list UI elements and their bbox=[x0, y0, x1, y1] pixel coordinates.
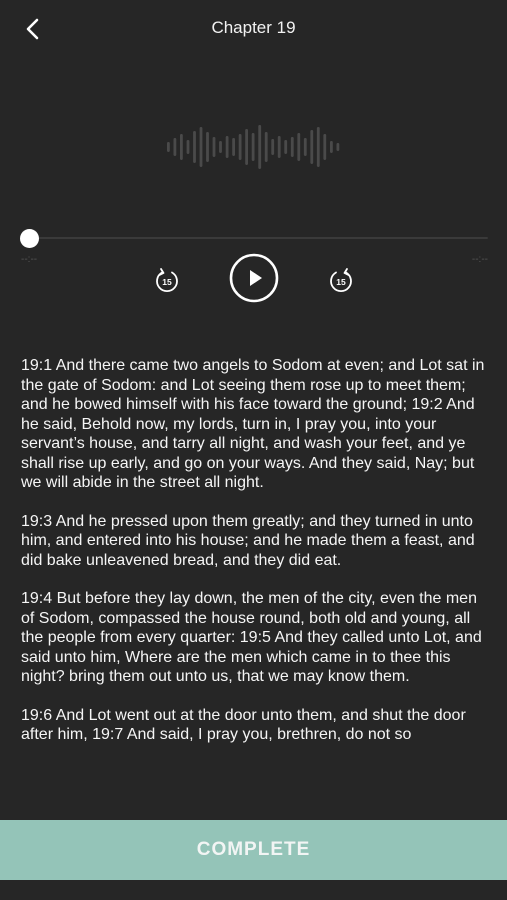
complete-button[interactable]: COMPLETE bbox=[0, 820, 507, 880]
progress-track[interactable] bbox=[24, 237, 488, 239]
waveform-bar bbox=[252, 133, 255, 161]
play-button[interactable] bbox=[229, 253, 279, 303]
verse-paragraph: 19:3 And he pressed upon them greatly; and they turned in unto him, and entered into his house; and he made them a feast, and did bake unleavened bread, and they did eat. bbox=[21, 512, 475, 569]
verse-paragraph: 19:1 And there came two angels to Sodom at even; and Lot sat in the gate of Sodom: and Lot seeing them rose up to meet them; and he bowed himself with his face toward the ground; 19:2 And he said, Behold now, my lords, turn in, I pray you, into your servant’s house, and tarry all night, and wash your feet, and ye shall rise up early, and go on your ways. And they said, Nay; but we will abide in the street all night. bbox=[21, 357, 485, 491]
chapter-text bbox=[21, 356, 491, 806]
waveform-bar bbox=[278, 136, 281, 158]
waveform-bar bbox=[206, 132, 209, 162]
waveform-bar bbox=[284, 140, 287, 154]
waveform-bar bbox=[317, 127, 320, 167]
forward-15-icon bbox=[327, 267, 355, 295]
waveform-bar bbox=[271, 139, 274, 155]
waveform-bar bbox=[226, 136, 229, 158]
rewind-15-icon bbox=[153, 267, 181, 295]
waveform-bar bbox=[304, 138, 307, 156]
verse-paragraph: 19:4 But before they lay down, the men of the city, even the men of Sodom, compassed the house round, both old and young, all the people from every quarter: 19:5 And they called unto Lot, and said unto him, Where are the men which came in to thee this night? bring them out unto us, that we may know them. bbox=[21, 590, 482, 685]
waveform-bar bbox=[330, 141, 333, 153]
elapsed-time: --:-- bbox=[21, 254, 38, 265]
waveform-bar bbox=[187, 140, 190, 154]
waveform-bar bbox=[297, 133, 300, 161]
waveform-bar bbox=[337, 143, 340, 151]
waveform-bar bbox=[245, 129, 248, 165]
waveform-bar bbox=[310, 130, 313, 164]
waveform-icon bbox=[166, 123, 342, 171]
rewind-15-button[interactable] bbox=[153, 267, 181, 295]
header bbox=[0, 0, 507, 58]
page-title: Chapter 19 bbox=[211, 18, 296, 37]
forward-label: 15 bbox=[336, 277, 346, 287]
waveform-bar bbox=[174, 138, 177, 156]
waveform-bar bbox=[265, 132, 268, 162]
play-icon bbox=[229, 253, 279, 303]
waveform-bar bbox=[232, 138, 235, 156]
waveform-bar bbox=[200, 127, 203, 167]
bottom-bar bbox=[0, 880, 507, 900]
waveform-bar bbox=[213, 137, 216, 157]
waveform-bar bbox=[167, 142, 170, 152]
waveform-bar bbox=[193, 131, 196, 163]
waveform-bar bbox=[219, 141, 222, 153]
waveform-bar bbox=[180, 134, 183, 160]
verse-paragraph: 19:6 And Lot went out at the door unto them, and shut the door after him, 19:7 And said, I pray you, brethren, do not so bbox=[21, 706, 466, 743]
forward-15-button[interactable] bbox=[327, 267, 355, 295]
waveform-bar bbox=[323, 134, 326, 160]
waveform-bar bbox=[291, 137, 294, 157]
waveform-bar bbox=[258, 125, 261, 169]
progress-thumb[interactable] bbox=[20, 229, 39, 248]
waveform-bar bbox=[239, 134, 242, 160]
remaining-time: --:-- bbox=[471, 254, 488, 265]
rewind-label: 15 bbox=[162, 277, 172, 287]
